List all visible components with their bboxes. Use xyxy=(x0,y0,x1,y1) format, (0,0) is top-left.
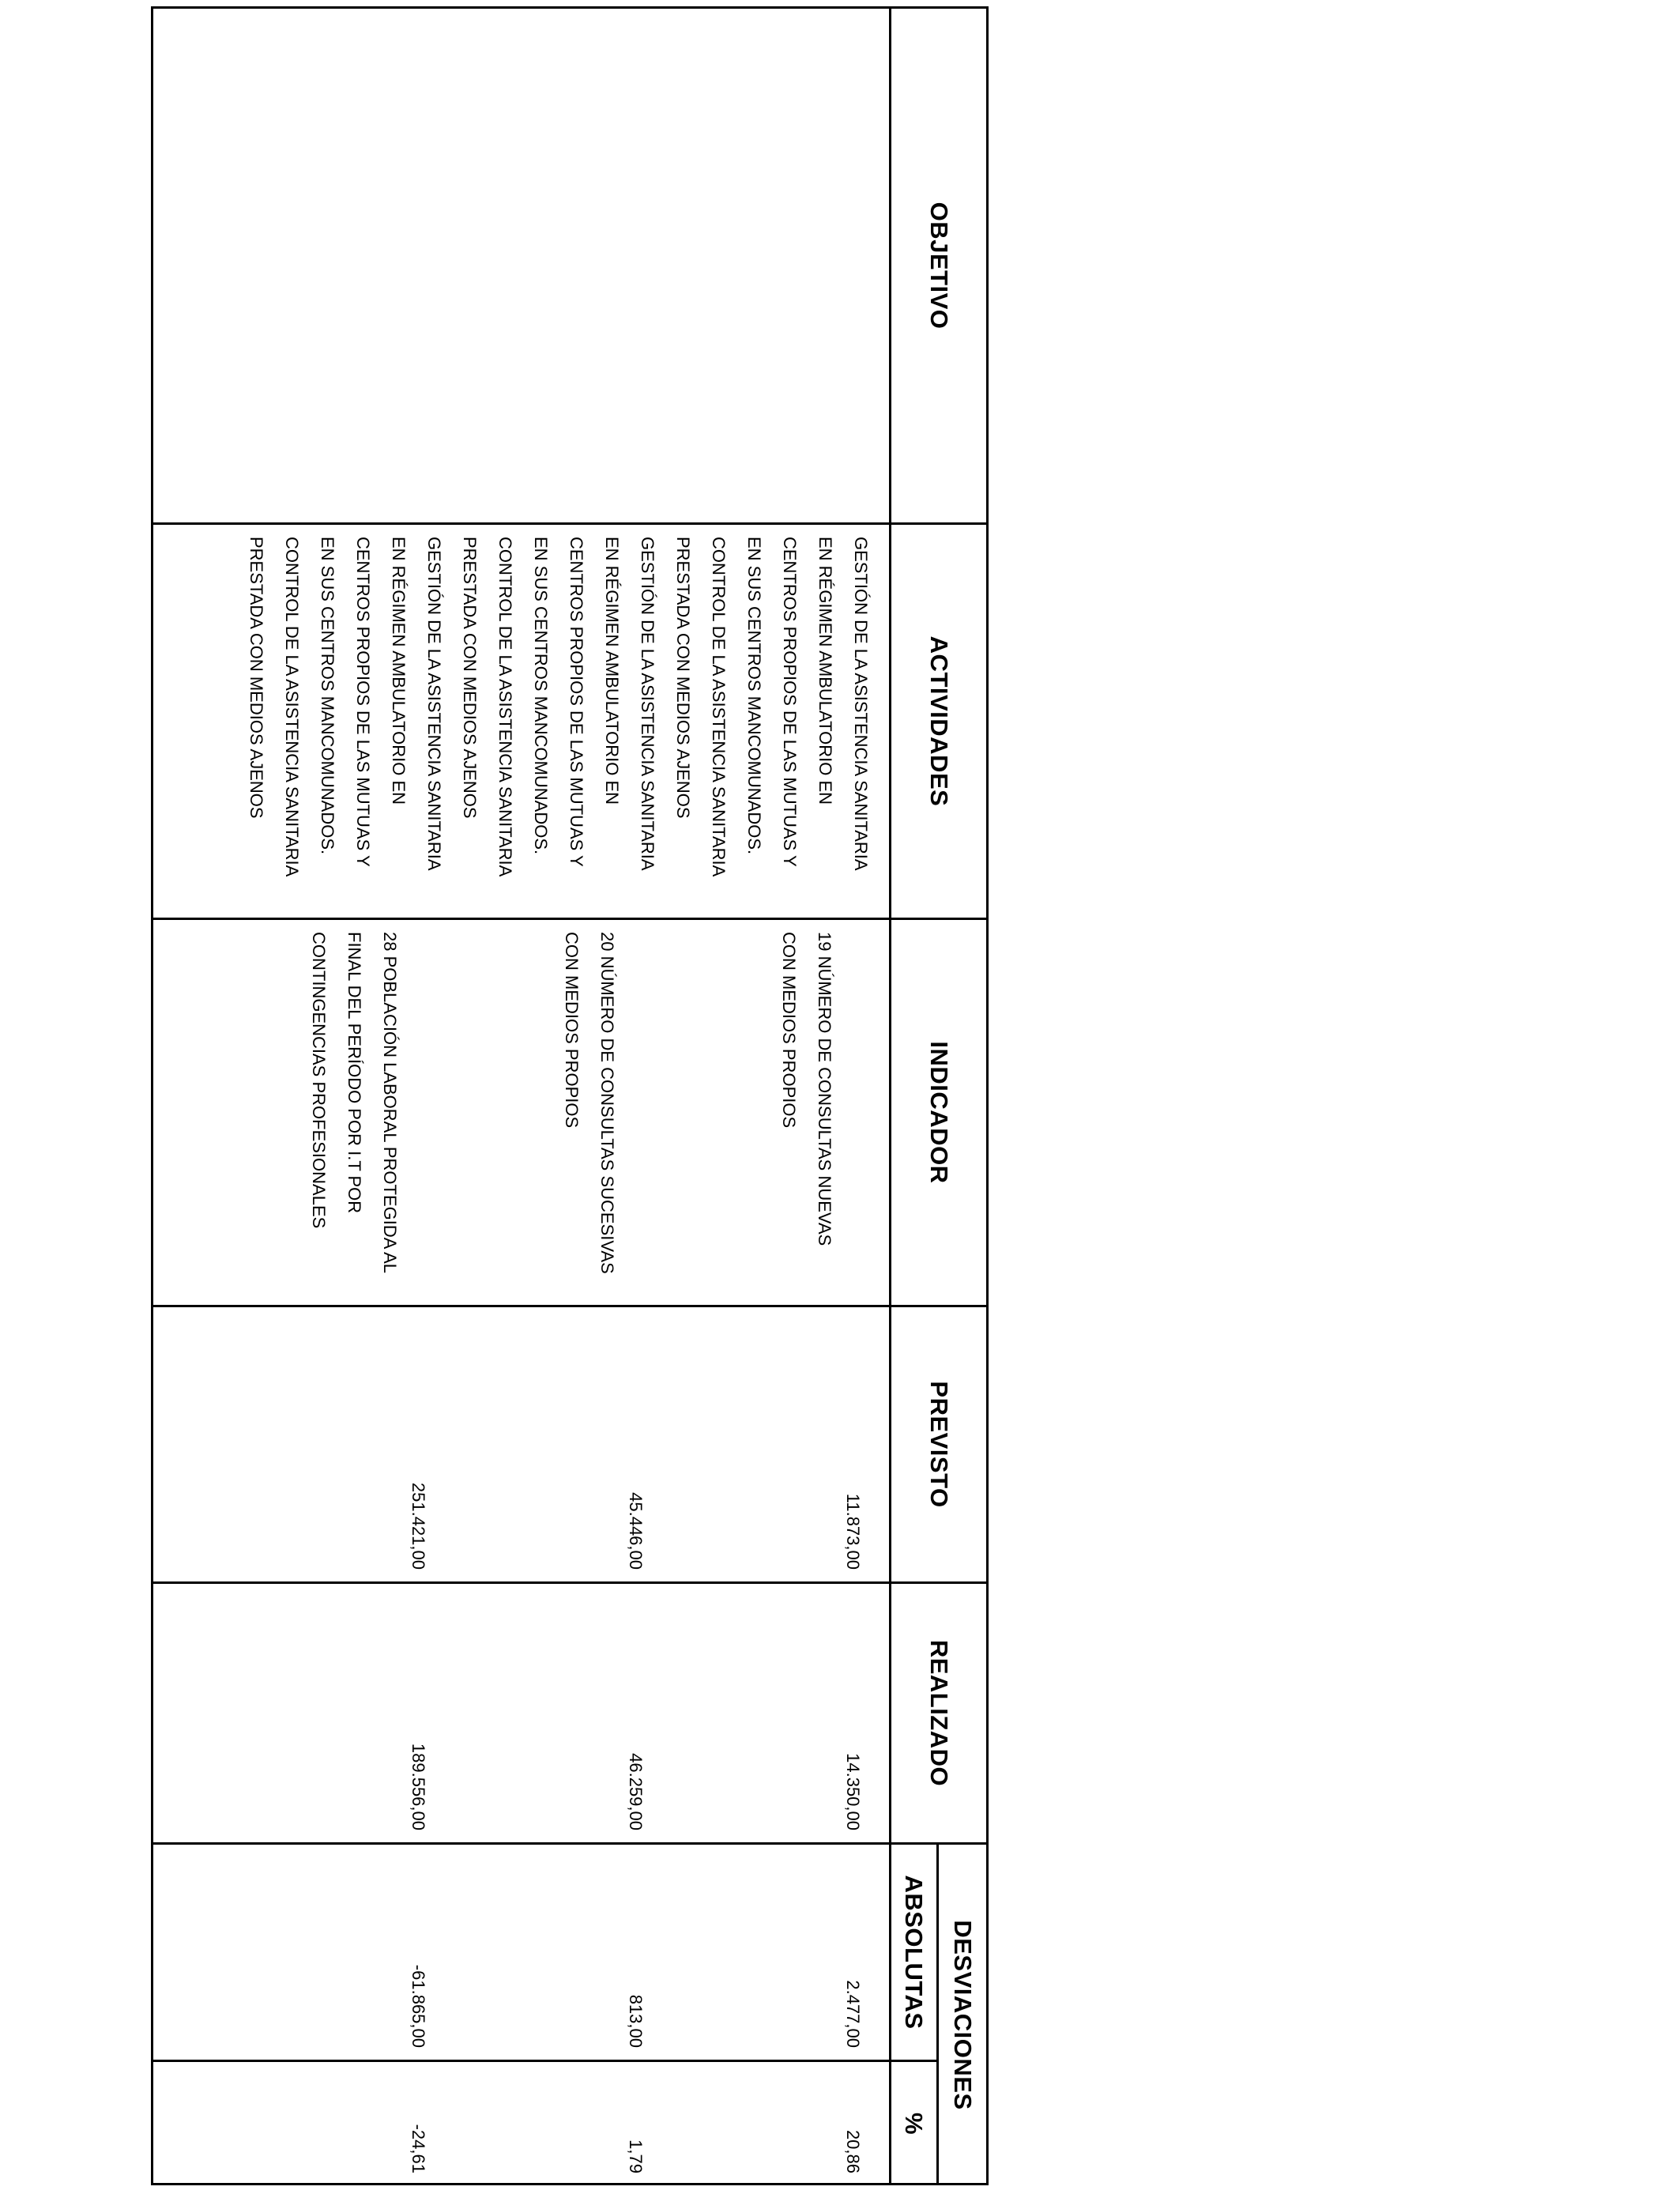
actividades-line: CENTROS PROPIOS DE LAS MUTUAS Y xyxy=(567,537,586,867)
absolutas-cell-3: -61.865,00 xyxy=(409,1964,428,2048)
actividades-line: EN RÉGIMEN AMBULATORIO EN xyxy=(816,537,835,805)
previsto-cell-1: 11.873,00 xyxy=(843,1493,863,1570)
header-objetivo: OBJETIVO xyxy=(925,202,953,330)
header-indicador: INDICADOR xyxy=(925,1041,953,1184)
header-realizado: REALIZADO xyxy=(925,1639,953,1787)
header-absolutas: ABSOLUTAS xyxy=(900,1875,929,2030)
header-desviaciones: DESVIACIONES xyxy=(949,1920,977,2110)
actividades-line: EN RÉGIMEN AMBULATORIO EN xyxy=(389,537,409,805)
actividades-text xyxy=(239,537,879,916)
indicador-cell-2: 20 NÚMERO DE CONSULTAS SUCESIVAS CON MEDIOS PROPIOS xyxy=(562,932,617,1274)
actividades-line: CENTROS PROPIOS DE LAS MUTUAS Y xyxy=(353,537,373,867)
indicador-cell-1: 19 NÚMERO DE CONSULTAS NUEVAS CON MEDIOS PROPIOS xyxy=(779,932,834,1246)
actividades-line: PRESTADA CON MEDIOS AJENOS xyxy=(247,537,266,819)
actividades-line: GESTIÓN DE LA ASISTENCIA SANITARIA xyxy=(851,537,871,871)
header-porcentaje: % xyxy=(900,2112,929,2136)
header-previsto: PREVISTO xyxy=(925,1381,953,1508)
actividades-line: EN SUS CENTROS MANCOMUNADOS. xyxy=(531,537,551,855)
actividades-line: EN RÉGIMEN AMBULATORIO EN xyxy=(602,537,622,805)
actividades-line: CONTROL DE LA ASISTENCIA SANITARIA xyxy=(709,537,729,877)
header-actividades: ACTIVIDADES xyxy=(925,635,953,807)
porcentaje-cell-1: 20,86 xyxy=(843,2129,863,2173)
actividades-line: CONTROL DE LA ASISTENCIA SANITARIA xyxy=(495,537,515,877)
actividades-line: GESTIÓN DE LA ASISTENCIA SANITARIA xyxy=(424,537,444,871)
actividades-line: EN SUS CENTROS MANCOMUNADOS. xyxy=(318,537,337,855)
previsto-cell-3: 251.421,00 xyxy=(409,1482,428,1570)
previsto-cell-2: 45.446,00 xyxy=(626,1492,646,1570)
indicador-cell-3: 28 POBLACIÓN LABORAL PROTEGIDA AL FINAL DEL PERÍODO POR I.T POR CONTINGENCIAS PROFESIONALES xyxy=(309,932,400,1274)
absolutas-cell-1: 2.477,00 xyxy=(843,1980,863,2048)
porcentaje-cell-2: 1,79 xyxy=(626,2139,646,2173)
actividades-line: PRESTADA CON MEDIOS AJENOS xyxy=(460,537,480,819)
absolutas-cell-2: 813,00 xyxy=(626,1994,646,2048)
actividades-line: CENTROS PROPIOS DE LAS MUTUAS Y xyxy=(780,537,800,867)
porcentaje-cell-3: -24,61 xyxy=(409,2124,428,2173)
actividades-line: PRESTADA CON MEDIOS AJENOS xyxy=(673,537,693,819)
realizado-cell-3: 189.556,00 xyxy=(409,1743,428,1830)
actividades-line: EN SUS CENTROS MANCOMUNADOS. xyxy=(744,537,764,855)
objectives-table xyxy=(151,6,989,2185)
realizado-cell-2: 46.259,00 xyxy=(626,1753,646,1830)
realizado-cell-1: 14.350,00 xyxy=(843,1753,863,1830)
actividades-line: GESTIÓN DE LA ASISTENCIA SANITARIA xyxy=(638,537,657,871)
actividades-line: CONTROL DE LA ASISTENCIA SANITARIA xyxy=(282,537,302,877)
